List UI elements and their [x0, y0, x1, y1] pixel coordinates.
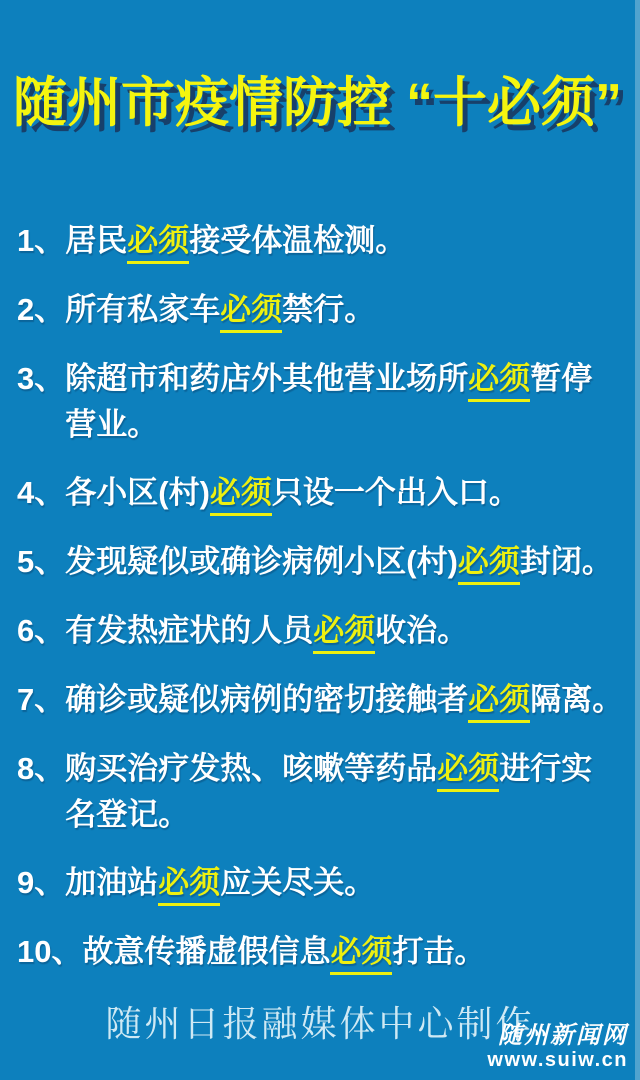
must-highlight: 必须: [220, 291, 282, 333]
rule-item: [17, 608, 640, 654]
rule-text: [65, 287, 640, 333]
rule-segment: 有发热症状的人员: [65, 613, 314, 648]
poster-title: 随州市疫情防控 “十必须”: [13, 73, 623, 133]
rule-item: [17, 746, 640, 837]
rule-item: [17, 539, 640, 585]
rule-text: [65, 539, 640, 585]
watermark-site-name: 随州新闻网: [498, 1020, 628, 1049]
rule-line: [82, 929, 640, 975]
rule-segment: 故意传播虚假信息: [82, 934, 331, 969]
rule-segment: 禁行。: [282, 292, 376, 327]
rule-line: [65, 402, 640, 447]
rule-text: [65, 746, 640, 837]
rule-segment: 确诊或疑似病例的密切接触者: [65, 682, 469, 717]
rule-text: [65, 470, 640, 516]
rule-item: [17, 356, 640, 447]
must-highlight: 必须: [313, 612, 375, 654]
rule-text: [82, 929, 640, 975]
rule-segment: 暂停: [530, 361, 593, 396]
rule-line: [65, 792, 640, 837]
rule-number: 10、: [17, 934, 83, 969]
watermark-site-url: www.suiw.cn: [487, 1049, 628, 1071]
rule-segment: 进行实: [499, 751, 593, 786]
rule-segment: 打击。: [392, 934, 486, 969]
rule-number: 1、: [17, 223, 66, 258]
rule-segment: 除超市和药店外其他营业场所: [65, 361, 469, 396]
rule-item: [17, 860, 640, 906]
rule-line: [65, 677, 640, 723]
rule-segment: 各小区(村): [65, 475, 210, 510]
must-highlight: 必须: [330, 933, 392, 975]
rule-number: 2、: [17, 292, 66, 327]
must-highlight: 必须: [468, 681, 530, 723]
rule-text: [65, 608, 640, 654]
rule-line: [65, 539, 640, 585]
rule-line: [65, 470, 640, 516]
rule-segment: 营业。: [65, 407, 159, 442]
rule-number: 6、: [17, 613, 66, 648]
rule-text: [65, 356, 640, 447]
rule-text: [65, 677, 640, 723]
rule-segment: 居民: [65, 223, 128, 258]
must-highlight: 必须: [158, 864, 220, 906]
rule-segment: 收治。: [375, 613, 469, 648]
rules-list: [17, 218, 640, 998]
rule-segment: 只设一个出入口。: [271, 475, 520, 510]
rule-text: [65, 860, 640, 906]
rule-line: [65, 608, 640, 654]
rule-segment: 发现疑似或确诊病例小区(村): [65, 544, 458, 579]
rule-line: [65, 746, 640, 792]
credit-line: 随州日报融媒体中心制作: [105, 1004, 535, 1045]
must-highlight: 必须: [127, 222, 189, 264]
rule-number: 4、: [17, 475, 66, 510]
must-highlight: 必须: [468, 360, 530, 402]
rule-segment: 名登记。: [65, 797, 190, 832]
rule-line: [65, 356, 640, 402]
rule-segment: 所有私家车: [65, 292, 221, 327]
rule-segment: 购买治疗发热、咳嗽等药品: [65, 751, 438, 786]
rule-number: 7、: [17, 682, 66, 717]
rule-item: [17, 287, 640, 333]
rule-item: [17, 218, 640, 264]
rule-segment: 隔离。: [530, 682, 624, 717]
rule-number: 9、: [17, 865, 66, 900]
rule-item: [17, 470, 640, 516]
rule-number: 5、: [17, 544, 66, 579]
rule-line: [65, 218, 640, 264]
rule-number: 8、: [17, 751, 66, 786]
rule-number: 3、: [17, 361, 66, 396]
rule-item: [17, 929, 640, 975]
watermark: [487, 1022, 628, 1072]
rule-segment: 加油站: [65, 865, 159, 900]
must-highlight: 必须: [437, 750, 499, 792]
rule-line: [65, 860, 640, 906]
must-highlight: 必须: [458, 543, 520, 585]
rule-segment: 应关尽关。: [220, 865, 376, 900]
must-highlight: 必须: [210, 474, 272, 516]
rule-line: [65, 287, 640, 333]
rule-segment: 封闭。: [519, 544, 613, 579]
rule-item: [17, 677, 640, 723]
rule-segment: 接受体温检测。: [189, 223, 407, 258]
rule-text: [65, 218, 640, 264]
